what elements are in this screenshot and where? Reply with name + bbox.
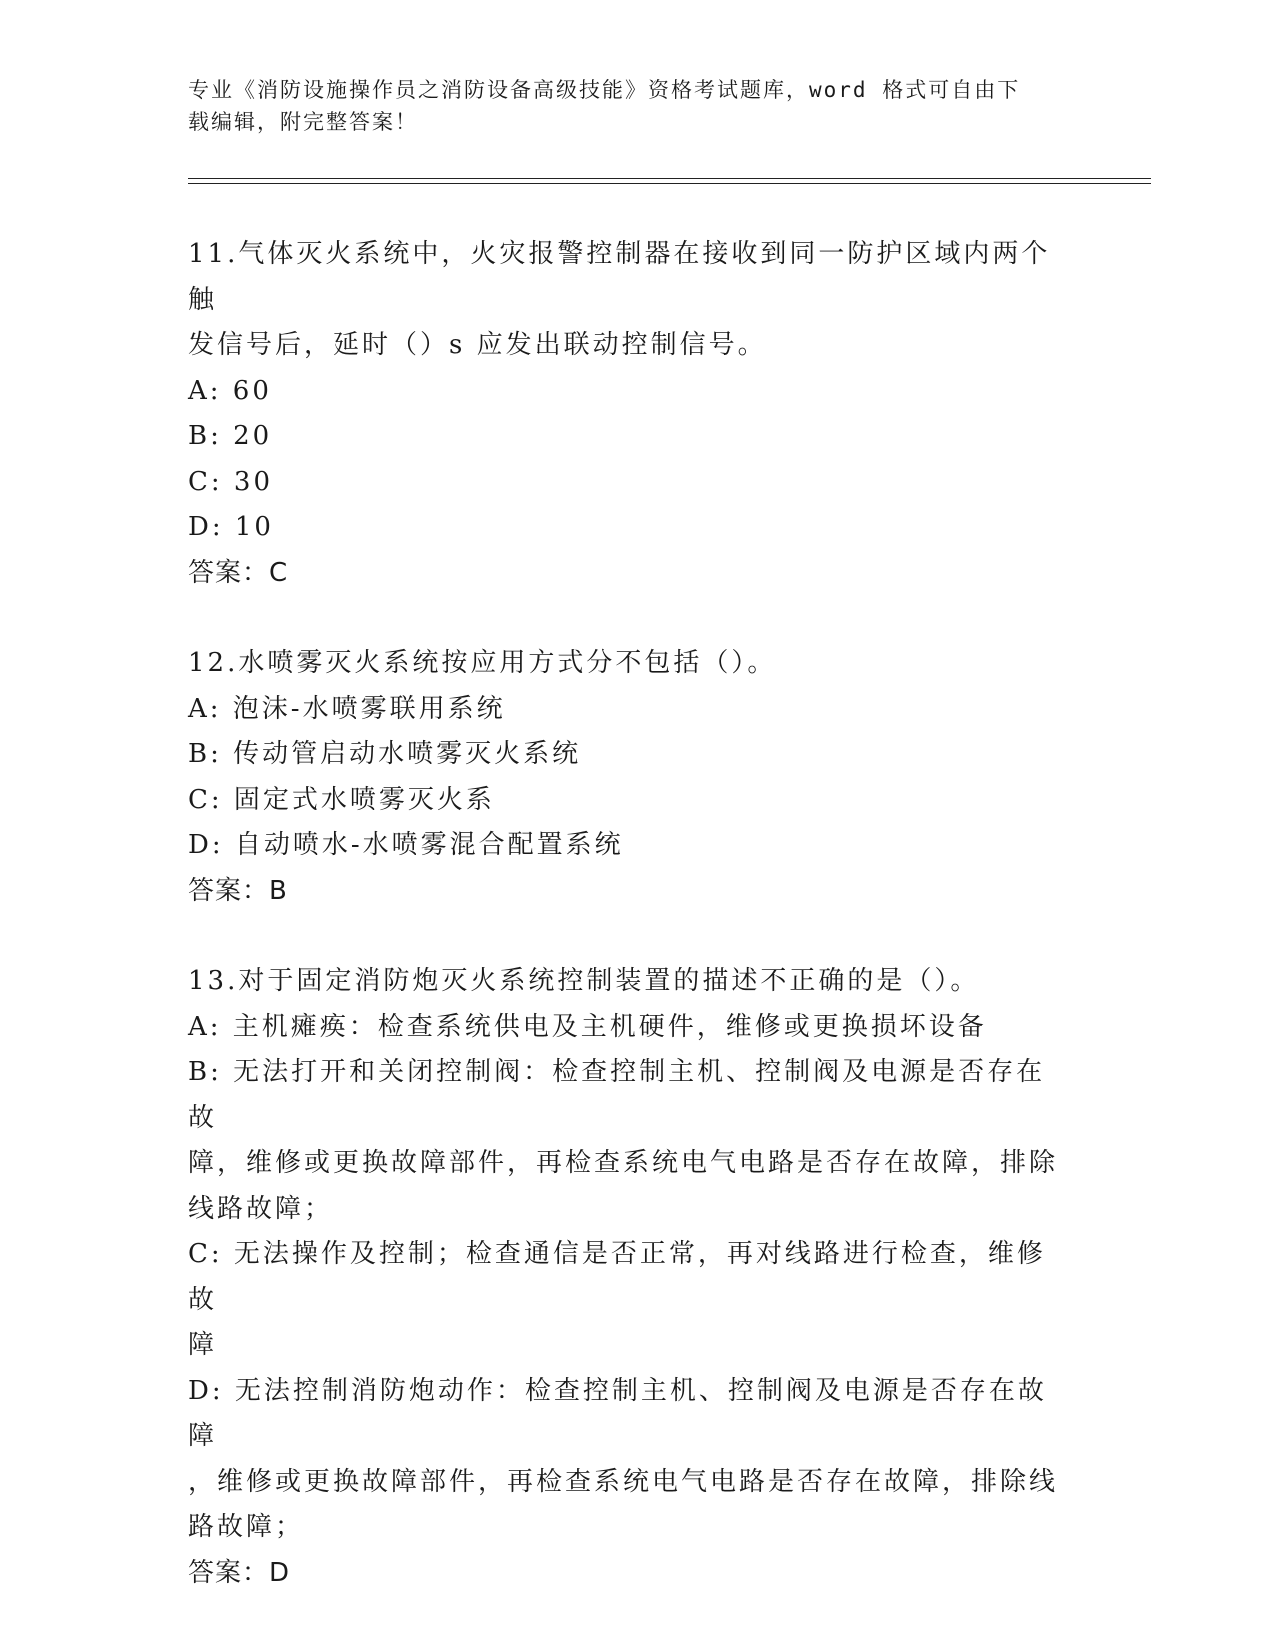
- question-list: [188, 232, 1068, 1641]
- answer: 答案：B: [188, 875, 288, 906]
- question-stem-line: 13.对于固定消防炮灭火系统控制装置的描述不正确的是（）。: [188, 966, 980, 996]
- option-b: B: 无法打开和关闭控制阀：检查控制主机、控制阀及电源是否存在故: [188, 1057, 1046, 1133]
- option-b: B: 20: [188, 421, 273, 451]
- option-d-continued: 路故障；: [188, 1512, 305, 1542]
- option-c: C: 固定式水喷雾灭火系: [188, 784, 495, 815]
- header-divider-bottom: [188, 183, 1151, 184]
- answer: 答案：C: [188, 557, 289, 588]
- option-b-continued: 线路故障；: [188, 1193, 334, 1224]
- option-b-continued: 障，维修或更换故障部件，再检查系统电气电路是否存在故障，排除: [188, 1148, 1059, 1178]
- header-line-2: 载编辑，附完整答案！: [188, 110, 418, 134]
- question-11: [188, 232, 1068, 596]
- option-a: A: 泡沫-水喷雾联用系统: [188, 693, 506, 724]
- option-c: C: 30: [188, 466, 274, 497]
- header-divider-top: [188, 178, 1151, 179]
- question-stem-line: 11.气体灭火系统中，火灾报警控制器在接收到同一防护区域内两个触: [188, 239, 1051, 315]
- document-header: [188, 74, 1088, 138]
- option-d: D: 自动喷水-水喷雾混合配置系统: [188, 830, 624, 860]
- header-line-1: 专业《消防设施操作员之消防设备高级技能》资格考试题库，word 格式可自由下: [188, 78, 1021, 102]
- question-12: [188, 641, 1068, 914]
- answer: 答案：D: [188, 1557, 291, 1588]
- option-b: B: 传动管启动水喷雾灭火系统: [188, 739, 582, 769]
- question-stem-line: 12.水喷雾灭火系统按应用方式分不包括（）。: [188, 648, 777, 678]
- option-d: D: 10: [188, 512, 274, 542]
- option-d-continued: ，维修或更换故障部件，再检查系统电气电路是否存在故障，排除线: [188, 1466, 1059, 1497]
- option-d: D: 无法控制消防炮动作：检查控制主机、控制阀及电源是否存在故障: [188, 1375, 1047, 1451]
- option-a: A: 主机瘫痪：检查系统供电及主机硬件，维修或更换损坏设备: [188, 1011, 987, 1042]
- question-stem-line: 发信号后，延时（）s 应发出联动控制信号。: [188, 330, 767, 360]
- option-c-continued: 障: [188, 1330, 218, 1360]
- option-c: C: 无法操作及控制；检查通信是否正常，再对线路进行检查，维修故: [188, 1239, 1046, 1315]
- option-a: A: 60: [188, 375, 272, 406]
- question-13: [188, 959, 1068, 1596]
